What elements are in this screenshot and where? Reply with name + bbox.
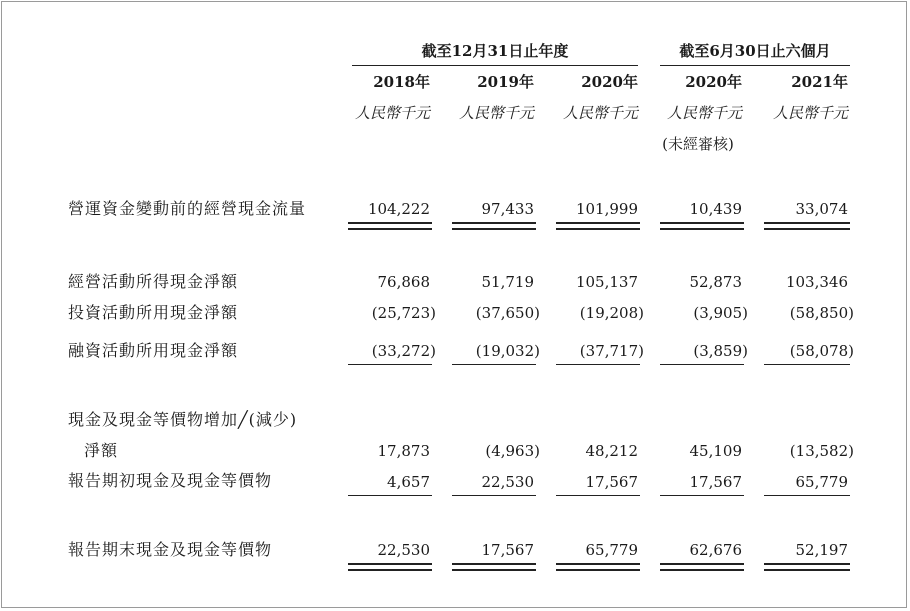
single-underline [452, 364, 536, 365]
row-begin-value: 17,567 [585, 473, 638, 491]
header-unit-col4: 人民幣千元 [666, 104, 742, 122]
header-unit-col2: 人民幣千元 [458, 104, 534, 122]
row-change-label-line2: 淨額 [84, 441, 119, 460]
row-begin-label: 報告期初現金及現金等價物 [68, 471, 273, 490]
row-inv-net-value: (58,850) [789, 304, 854, 322]
header-fiscal-year-group: 截至12月31日止年度 [421, 42, 569, 60]
row-fin-net-value: (3,859) [693, 342, 748, 360]
double-underline [660, 222, 744, 230]
double-underline [556, 222, 640, 230]
header-unit-col5: 人民幣千元 [772, 104, 848, 122]
double-underline [348, 563, 432, 571]
header-year-2020-h1: 2020年 [685, 73, 742, 91]
header-six-month-underline [660, 65, 850, 66]
row-inv-net-value: (3,905) [693, 304, 748, 322]
header-year-2021-h1: 2021年 [791, 73, 848, 91]
row-fin-net-value: (33,272) [371, 342, 436, 360]
row-op-net-value: 52,873 [689, 273, 742, 291]
row-inv-net-value: (37,650) [475, 304, 540, 322]
row-op-before-wc-value: 101,999 [575, 200, 638, 218]
row-op-before-wc-label: 營運資金變動前的經營現金流量 [68, 199, 307, 218]
header-year-2020: 2020年 [581, 73, 638, 91]
row-fin-net-value: (58,078) [789, 342, 854, 360]
row-begin-value: 22,530 [481, 473, 534, 491]
single-underline [556, 495, 640, 496]
row-op-before-wc-value: 33,074 [795, 200, 848, 218]
row-change-value: 45,109 [689, 442, 742, 460]
single-underline [764, 364, 850, 365]
double-underline [452, 563, 536, 571]
row-fin-net-value: (19,032) [475, 342, 540, 360]
row-op-before-wc-value: 104,222 [367, 200, 430, 218]
row-op-net-value: 76,868 [377, 273, 430, 291]
row-op-net-value: 51,719 [481, 273, 534, 291]
row-end-value: 52,197 [795, 541, 848, 559]
header-unaudited-note: (未經審核) [662, 135, 734, 153]
single-underline [348, 495, 432, 496]
row-change-value: 17,873 [377, 442, 430, 460]
row-inv-net-label: 投資活動所用現金淨額 [68, 303, 239, 322]
single-underline [660, 364, 744, 365]
header-unit-col3: 人民幣千元 [562, 104, 638, 122]
row-end-value: 62,676 [689, 541, 742, 559]
single-underline [452, 495, 536, 496]
header-unit-col1: 人民幣千元 [354, 104, 430, 122]
header-year-2018: 2018年 [373, 73, 430, 91]
row-inv-net-value: (19,208) [579, 304, 644, 322]
row-fin-net-value: (37,717) [579, 342, 644, 360]
row-change-value: (13,582) [789, 442, 854, 460]
row-op-net-label: 經營活動所得現金淨額 [68, 272, 239, 291]
single-underline [764, 495, 850, 496]
row-fin-net-label: 融資活動所用現金淨額 [68, 341, 239, 360]
row-op-before-wc-value: 10,439 [689, 200, 742, 218]
row-end-value: 17,567 [481, 541, 534, 559]
double-underline [660, 563, 744, 571]
header-year-2019: 2019年 [477, 73, 534, 91]
row-op-net-value: 105,137 [575, 273, 638, 291]
double-underline [556, 563, 640, 571]
row-begin-value: 4,657 [387, 473, 430, 491]
header-fiscal-year-underline [352, 65, 638, 66]
row-end-value: 22,530 [377, 541, 430, 559]
row-end-value: 65,779 [585, 541, 638, 559]
row-change-label-line1: 現金及現金等價物增加╱(減少) [68, 410, 298, 429]
double-underline [348, 222, 432, 230]
header-six-month-group: 截至6月30日止六個月 [679, 42, 831, 60]
row-op-before-wc-value: 97,433 [481, 200, 534, 218]
row-inv-net-value: (25,723) [371, 304, 436, 322]
single-underline [660, 495, 744, 496]
double-underline [764, 563, 850, 571]
double-underline [764, 222, 850, 230]
double-underline [452, 222, 536, 230]
row-end-label: 報告期末現金及現金等價物 [68, 540, 273, 559]
row-begin-value: 65,779 [795, 473, 848, 491]
row-change-value: (4,963) [485, 442, 540, 460]
single-underline [556, 364, 640, 365]
row-begin-value: 17,567 [689, 473, 742, 491]
row-op-net-value: 103,346 [785, 273, 848, 291]
row-change-value: 48,212 [585, 442, 638, 460]
single-underline [348, 364, 432, 365]
